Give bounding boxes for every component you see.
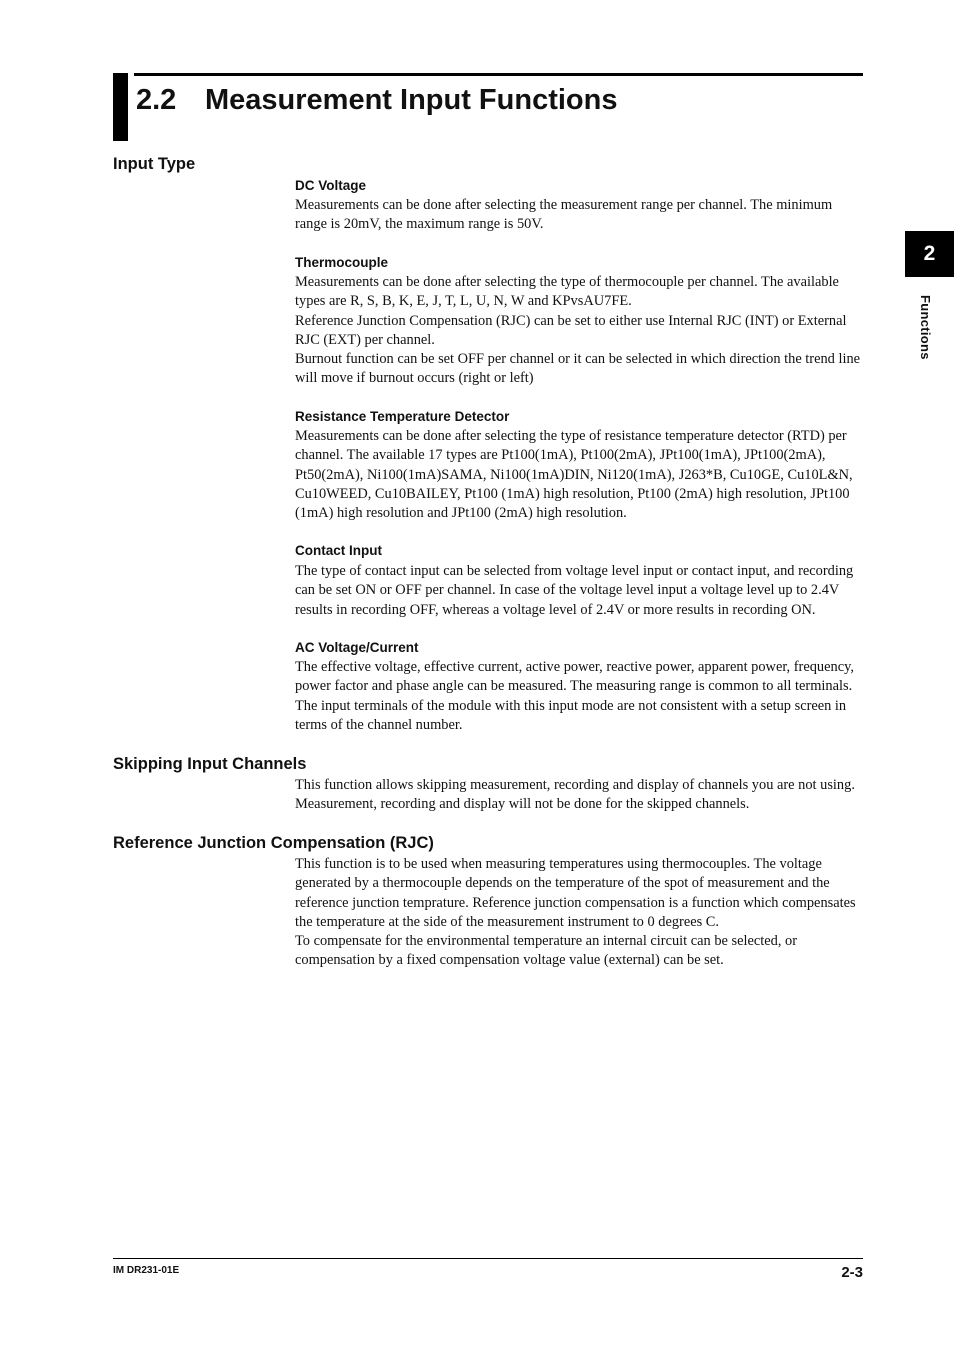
footer-rule xyxy=(113,1258,863,1259)
paragraph: This function allows skipping measurement, recording and display of channels you are not using. Measurement, recording and display will not be done for the skipped channels. xyxy=(295,777,855,813)
paragraph: The type of contact input can be selected from voltage level input or contact input, and recording can be set ON or OFF per channel. In case of the voltage level input a voltage level up to 2.4V results in recording OFF, whereas a voltage level of 2.4V or more results in recording ON. xyxy=(295,563,854,618)
paragraph: Measurements can be done after selecting the measurement range per channel. The minimum range is 20mV, the maximum range is 50V. xyxy=(295,197,833,233)
heading-rjc: Reference Junction Compensation (RJC) xyxy=(113,834,434,852)
paragraph: Measurements can be done after selecting the type of thermocouple per channel. The available types are R, S, B, K, E, J, T, L, U, N, W and KPvsAU7FE. xyxy=(295,274,839,310)
paragraph: To compensate for the environmental temperature an internal circuit can be selected, or compensation by a fixed compensation voltage value (external) can be set. xyxy=(295,933,798,969)
rjc-text xyxy=(295,855,865,971)
section-title: Measurement Input Functions xyxy=(205,84,618,116)
rtd-text xyxy=(295,427,865,523)
thermocouple-text xyxy=(295,273,865,389)
heading-rtd: Resistance Temperature Detector xyxy=(295,409,510,424)
title-rule xyxy=(134,73,863,76)
paragraph: Reference Junction Compensation (RJC) can be set to either use Internal RJC (INT) or External RJC (EXT) per channel. xyxy=(295,312,847,348)
document-id: IM DR231-01E xyxy=(113,1265,180,1276)
page-number: 2-3 xyxy=(841,1264,863,1281)
paragraph: This function is to be used when measuring temperatures using thermocouples. The voltage generated by a thermocouple depends on the temperature of the spot of measurement and the reference junction temprature. Reference junction compensation is a function which compensates the temperature at the side of the measurement instrument to 0 degrees C. xyxy=(295,856,856,930)
dc-voltage-text xyxy=(295,196,865,235)
paragraph: The effective voltage, effective current, active power, reactive power, apparent power, frequency, power factor and phase angle can be measured. The measuring range is common to all terminals. The input terminals of the module with this input mode are not consistent with a setup screen in terms of the channel number. xyxy=(295,659,854,733)
ac-voltage-text xyxy=(295,658,865,735)
section-number: 2.2 xyxy=(136,84,177,116)
paragraph: Measurements can be done after selecting the type of resistance temperature detector (RTD) per channel. The available 17 types are Pt100(1mA), Pt100(2mA), JPt100(1mA), JPt100(2mA), Pt50(2mA), Ni100(1mA)SAMA, Ni100(1mA)DIN, Ni120(1mA), J263*B, Cu10GE, Cu10L&N, Cu10WEED, Cu10BAILEY, Pt100 (1mA) high resolution, Pt100 (2mA) high resolution, JPt100 (1mA) high resolution and JPt100 (2mA) high resolution. xyxy=(295,428,853,522)
skipping-text xyxy=(295,776,865,815)
heading-thermocouple: Thermocouple xyxy=(295,255,389,270)
chapter-number: 2 xyxy=(923,242,936,265)
chapter-label: Functions xyxy=(918,295,933,360)
heading-ac-voltage: AC Voltage/Current xyxy=(295,640,419,655)
title-accent-bar xyxy=(113,73,128,141)
chapter-tab xyxy=(905,231,954,277)
contact-input-text xyxy=(295,562,865,620)
page-title xyxy=(136,82,617,118)
heading-input-type: Input Type xyxy=(113,155,196,173)
heading-skipping-input-channels: Skipping Input Channels xyxy=(113,755,307,773)
heading-dc-voltage: DC Voltage xyxy=(295,178,367,193)
paragraph: Burnout function can be set OFF per channel or it can be selected in which direction the trend line will move if burnout occurs (right or left) xyxy=(295,351,861,387)
heading-contact-input: Contact Input xyxy=(295,543,382,558)
